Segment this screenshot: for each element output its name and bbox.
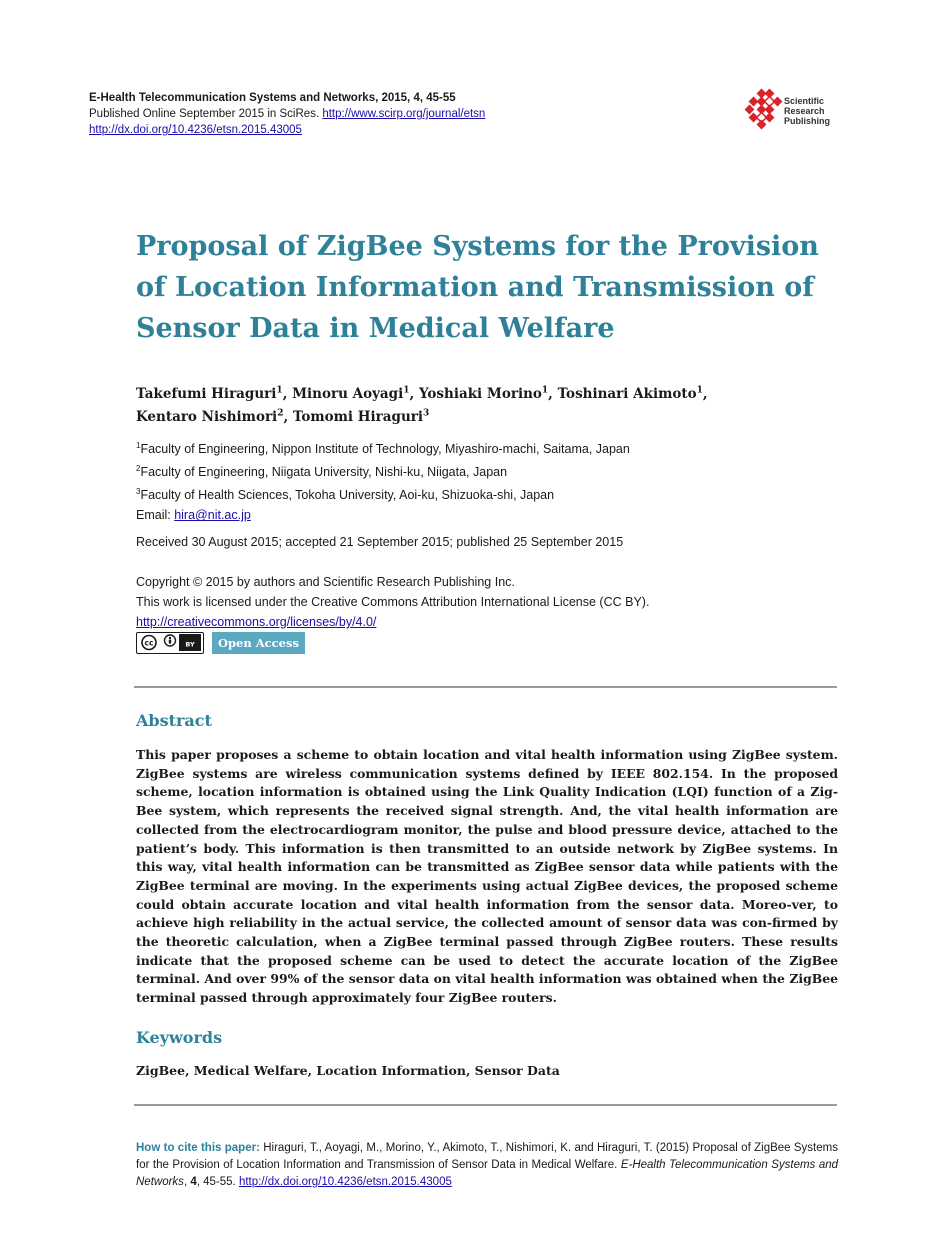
license-line: This work is licensed under the Creative Commons Attribution International License (CC BY). [136, 595, 650, 609]
abstract-text: This paper proposes a scheme to obtain location and vital health information using ZigBee system. ZigBee systems are wireless communication systems defined by IEEE 802.154. In the proposed scheme, location information is obtained using the Link Quality Indication (LQI) function of a Zig-Bee system, which represents the received signal strength. And, the vital health information are collected from the electrocardiogram monitor, the pulse and blood pressure device, attached to the patient’s body. This information is then transmitted to an outside network by ZigBee systems. In this way, vital health information can be transmitted as ZigBee sensor data while patients with the ZigBee terminal are moving. In the experiments using actual ZigBee devices, the proposed scheme could obtain accurate location and vital health information from the sensor data. Moreo-ver, to achieve high reliability in the actual service, the collected amount of sensor data was con-firmed by the theoretic calculation, when a ZigBee terminal passed through ZigBee routers. These results indicate that the proposed scheme can be used to detect the accurate location of the ZigBee terminal. And over 99% of the sensor data on vital health information was obtained when the ZigBee terminal passed through approximately four ZigBee routers. [136, 747, 838, 1006]
journal-line: E-Health Telecommunication Systems and Networks, 2015, 4, 45-55 [89, 92, 456, 104]
abstract-heading: Abstract [136, 711, 212, 730]
published-line [89, 106, 485, 122]
keywords-heading: Keywords [136, 1028, 223, 1047]
journal-header [89, 90, 485, 138]
citation-pages: , 45-55. [196, 1176, 239, 1188]
doi-line [89, 122, 485, 138]
affiliations [136, 436, 630, 525]
creative-commons-icon [139, 634, 179, 651]
email-link[interactable]: hira@nit.ac.jp [174, 508, 251, 523]
citation-journal: E-Health Telecommunication Systems and Networks [136, 1159, 839, 1188]
divider-top [134, 686, 837, 688]
journal-url-link[interactable]: http://www.scirp.org/journal/etsn [322, 108, 486, 120]
author-1: Takefumi Hiraguri$^1$, [136, 385, 293, 402]
author-3: Yoshiaki Morino$^1$, [418, 385, 558, 402]
received-dates: Received 30 August 2015; accepted 21 September 2015; published 25 September 2015 [136, 535, 624, 549]
email-line: Email: hira@nit.ac.jp [136, 508, 251, 523]
citation-block: How to cite this paper: Hiraguri, T., Aoyagi, M., Morino, Y., Akimoto, T., Nishimori, K. and Hiraguri, T. (2015) Proposal of ZigBee Systems for the Provision of Location Information and Transmission of Sensor Data in Medical Welfare. E-Health Telecommunication Systems and Networks, 4, 45-55. http://dx.doi.org/10.4236/etsn.2015.43005 [136, 1142, 839, 1188]
logo-line-3: Publishing [784, 116, 830, 126]
keywords-text: ZigBee, Medical Welfare, Location Information, Sensor Data [136, 1063, 560, 1078]
doi-link[interactable]: http://dx.doi.org/10.4236/etsn.2015.43005 [89, 124, 302, 136]
author-5: Kentaro Nishimori$^2$, [136, 408, 293, 425]
copyright-block [136, 572, 649, 632]
citation-label: How to cite this paper: [136, 1142, 260, 1154]
svg-text:cc: cc [144, 638, 154, 648]
copyright-line: Copyright © 2015 by authors and Scientific Research Publishing Inc. [136, 575, 515, 589]
cc-by-badge[interactable] [136, 632, 204, 654]
citation-doi-link[interactable]: http://dx.doi.org/10.4236/etsn.2015.43005 [238, 1176, 452, 1188]
affiliation-1: $^1$Faculty of Engineering, Nippon Institute of Technology, Miyashiro-machi, Saitama, Japan [136, 441, 630, 457]
license-url-line [136, 612, 649, 632]
author-6: Tomomi Hiraguri$^3$ [292, 408, 430, 425]
svg-text:BY: BY [185, 640, 195, 649]
author-list [136, 380, 836, 427]
citation-text: Hiraguri, T., Aoyagi, M., Morino, Y., Akimoto, T., Nishimori, K. and Hiraguri, T. (2015) Proposal of ZigBee Systems for the Provision of Location Information and Transmission of Sensor Data in Medical Welfare. [136, 1142, 838, 1171]
author-2: Minoru Aoyagi$^1$, [292, 385, 419, 402]
open-access-badge[interactable]: Open Access [212, 632, 305, 654]
divider-bottom [134, 1104, 837, 1106]
paper-title: Proposal of ZigBee Systems for the Provision of Location Information and Transmission of Sensor Data in Medical Welfare [136, 231, 819, 344]
by-icon [179, 634, 201, 651]
affiliation-2: $^2$Faculty of Engineering, Niigata University, Nishi-ku, Niigata, Japan [136, 464, 508, 480]
citation-volume: 4 [190, 1176, 197, 1188]
logo-line-2: Research [784, 106, 825, 116]
published-text: Published Online September 2015 in SciRes. [89, 108, 320, 120]
logo-line-1: Scientific [784, 96, 825, 106]
license-link[interactable]: http://creativecommons.org/licenses/by/4.0/ [136, 615, 377, 629]
affiliation-3: $^3$Faculty of Health Sciences, Tokoha University, Aoi-ku, Shizuoka-shi, Japan [136, 487, 555, 503]
publisher-logo-text [784, 96, 830, 126]
author-4: Toshinari Akimoto$^1$, [557, 385, 708, 402]
